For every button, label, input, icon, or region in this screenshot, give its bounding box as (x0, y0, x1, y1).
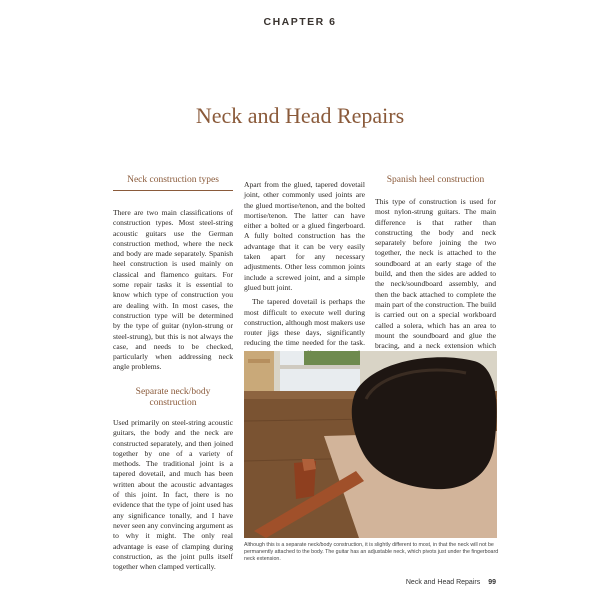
column-2 (244, 180, 365, 373)
column-1-intro (113, 208, 233, 377)
page-footer (406, 579, 496, 586)
paragraph: Apart from the glued, tapered dovetail joint, other commonly used joints are the glued mortise/tenon, and the bolted mortise/tenon. The latter can have either a bolted or a glued fingerboard. A fully bolted construction has the advantage that it can be very easily taken apart for any necessary adjustments. Other less common joints include a screwed joint, and a simple glued butt joint. (244, 180, 365, 292)
section-heading-separate-neck: Separate neck/body construction (135, 387, 211, 408)
guitar-photo (244, 351, 497, 538)
page-title: Neck and Head Repairs (195, 103, 405, 128)
section-heading-neck-construction: Neck construction types (127, 175, 219, 185)
photo-illustration (244, 351, 497, 538)
paragraph: The tapered dovetail is perhaps the most difficult to execute well during construction, although most makers use router jigs these days, significantly reducing the time needed for the task. (244, 297, 365, 348)
paragraph: This type of construction is used for most nylon-strung guitars. The main difference is that rather than constructing the body and neck separately before joining the two together, the neck is attached to the soundboard at an early stage of the build, and then the sides are added to the neck/soundboard assembly, and then the back attached to complete the main part of the construction. The build is carried out on a special workboard called a solera, which has an area to mount the soundboard and glue the bracing, and a neck extension which (375, 197, 496, 351)
paragraph: There are two main classifications of construction types. Most steel-string acoustic guitars use the German construction method, where the neck and body are made separately. Spanish heel construction is used mainly on classical and flamenco guitars. For some repair tasks it is essential to know which type of construction you are dealing with. In most cases, the construction type will be determined by the type of guitar (nylon-strung or steel-strung), but this is not always the case, and needs to be checked, particularly when addressing neck angle problems. (113, 208, 233, 372)
chapter-label: CHAPTER 6 (263, 16, 337, 28)
paragraph: Used primarily on steel-string acoustic guitars, the body and the neck are constructed separately, and then joined together by one of a variety of methods. The traditional joint is a tapered dovetail, and much has been written about the acoustic advantages of this joint. In fact, there is no evidence that the type of joint used has any significance tonally, and I have never seen any convincing argument as to why it might. The only real advantage is ease of clamping during construction, as the joint pulls itself together when clamped vertically. (113, 418, 233, 572)
footer-section-title: Neck and Head Repairs (405, 579, 481, 586)
photo-caption: Although this is a separate neck/body construction, it is slightly different to most, in that the neck will not be permanently attached to the body. The guitar has an adjustable neck, which pivots just under the fingerboard neck extension. (244, 542, 499, 562)
column-3 (375, 197, 496, 366)
column-1-separate (113, 418, 233, 576)
heading-underline (113, 190, 233, 191)
page-number: 99 (488, 579, 496, 586)
section-heading-spanish-heel: Spanish heel construction (386, 175, 485, 185)
